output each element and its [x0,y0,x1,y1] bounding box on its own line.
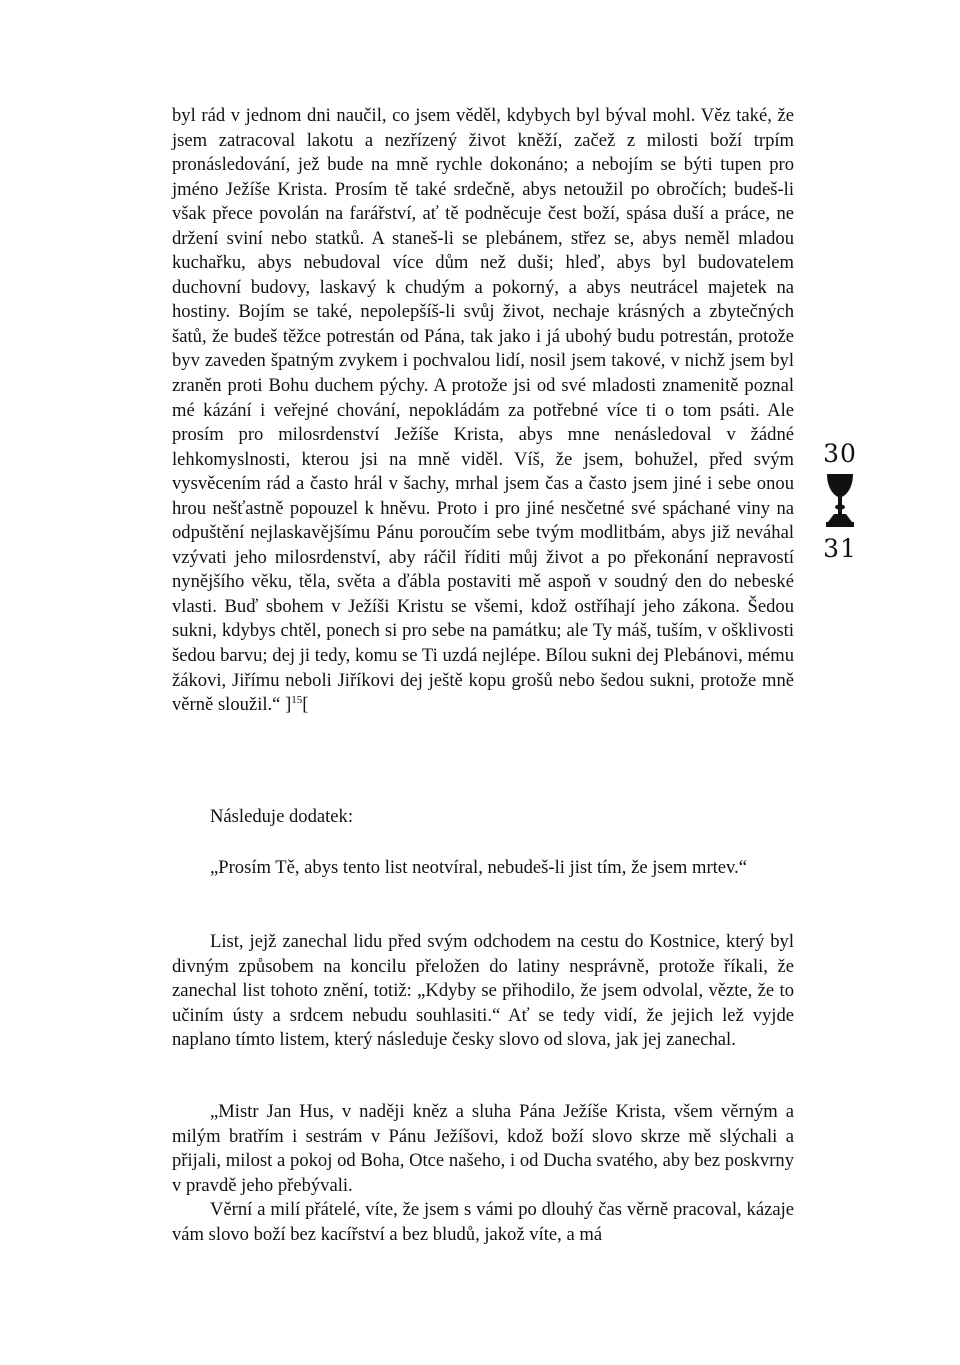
paragraph-text: byl rád v jednom dni naučil, co jsem věděl, kdybych byl býval mohl. Věz také, že jsem zatracoval lakotu a nezřízený život kněží, začež z milosti boží trpím pronásledování, jež bude na mně rychle dokonáno; a nebojím se býti tupen pro jméno Ježíše Krista. Prosím tě také srdečně, abys netoužil po obročích; budeš-li však přece povolán na farářství, ať tě podněcuje čest boží, spása duší a práce, ne držení sviní nebo statků. A staneš-li se plebánem, střez se, abys neměl mladou kuchařku, abys nebudoval více dům než duši; hleď, abys byl budovatelem duchovní budovy, laskavý k chudým a pokorný, a abys neutrácel majetek na hostiny. Bojím se také, nepolepšíš-li svůj život, nechaje krásných a zbytečných šatů, že budeš těžce potrestán od Pána, tak jako i já ubohý budu potrestán, protože byv zaveden špatným zvykem i pochvalou lidí, nosil jsem takové, v nichž jsem byl zraněn proti Bohu duchem pýchy. A protože jsi od své mladosti znamenitě poznal mé kázání i veřejné chování, nepokládám za potřebné více ti o tom psáti. Ale prosím pro milosrdenství Ježíše Krista, abys mne nenásledoval v žádné lehkomyslnosti, kterou jsi na mně viděl. Víš, že jsem, bohužel, před svým vysvěcením rád a často hrál v šachy, mrhal jsem čas a často jsem jiné i sebe onou hrou nešťastně popouzel k hněvu. Proto i pro jiné nesčetné své spáchané viny na odpuštění nejlaskavějšímu Pánu poroučím sebe tvým modlitbám, abys již neváhal vzývati jeho milosrdenství, aby ráčil říditi můj život a po překonání nepravostí nynějšího věku, těla, světa a ďábla postaviti mě aspoň v soudný den do nebeské vlasti. Buď sbohem v Ježíši Kristu se všemi, kdož ostříhají jeho zákona. Šedou sukni, kdybys chtěl, ponech si pro sebe na památku; ale Ty máš, tuším, v ošklivosti šedou barvu; dej ji tedy, komu se Ti uzdá nejlépe. Bílou sukni dej Plebánovi, mému žákovi, Jiřímu neboli Jiříkovi dej ještě kopu grošů nebo šedou sukni, protože mně věrně sloužil.“ ] [172,105,794,716]
page-number-bottom: 31 [823,534,857,563]
body-paragraph-verni [172,1198,794,1247]
paragraph-text: List, jejž zanechal lidu před svým odchodem na cestu do Kostnice, který byl divným způsobem na koncilu přeložen do latiny nesprávně, protože říkali, že zanechal list tohoto znění, totiž: „Kdyby se přihodilo, že jsem odvolal, vězte, že to učiním ústy a srdcem nebudu souhlasiti.“ Ať se tedy vidí, že jejich lež vyjde naplano tímto listem, který následuje česky slovo od slova, jak jej zanechal. [172,931,794,1051]
body-paragraph-prosim [172,856,794,881]
paragraph-text: „Prosím Tě, abys tento list neotvíral, nebudeš-li jist tím, že jsem mrtev.“ [210,857,748,878]
body-paragraph-main [172,104,794,718]
paragraph-text: „Mistr Jan Hus, v naději kněz a sluha Pána Ježíše Krista, všem věrným a milým bratřím i sestrám v Pánu Ježíšovi, kdož boží slovo skrze mě slýchali a přijali, milost a pokoj od Boha, Otce našeho, i od Ducha svatého, aby bez poskvrny v pravdě jeho přebývali. [172,1101,794,1196]
paragraph-text: Následuje dodatek: [210,806,354,827]
margin-page-marker [815,440,865,570]
body-paragraph-mistr [172,1100,794,1198]
paragraph-text: Věrní a milí přátelé, víte, že jsem s vámi po dlouhý čas věrně pracoval, kázaje vám slovo boží bez kacířství a bez bludů, jakož víte, a má [172,1199,794,1245]
page-number-top: 30 [823,439,857,468]
body-paragraph-list [172,930,794,1053]
bracket-tail: [ [302,694,309,716]
chalice-icon [824,472,856,530]
body-paragraph-dodatek [172,805,794,830]
footnote-marker: 15 [291,694,303,707]
